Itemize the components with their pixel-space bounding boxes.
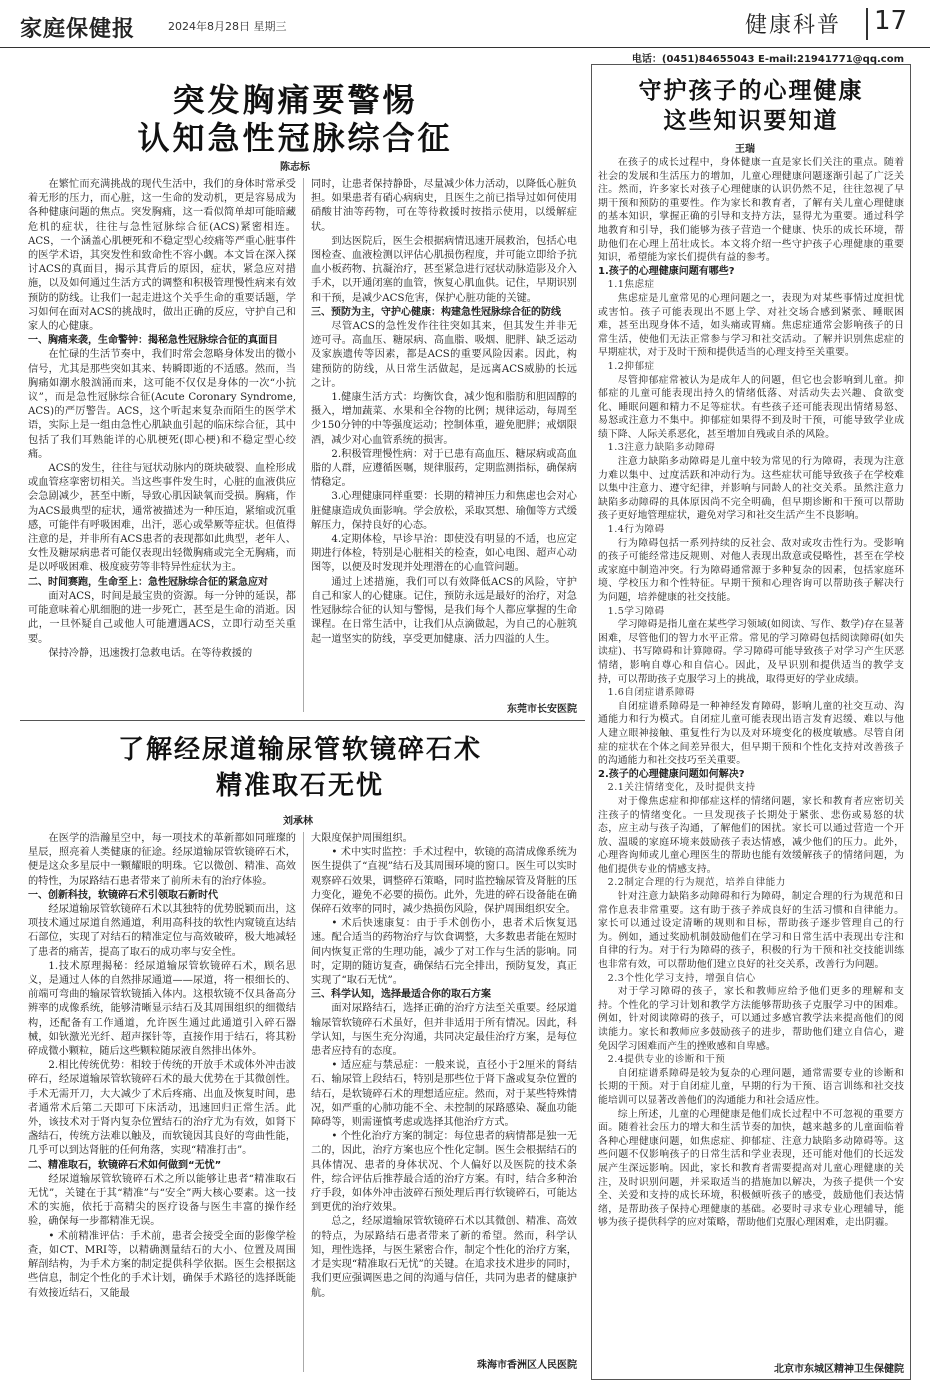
- paragraph: • 个性化治疗方案的制定：每位患者的病情都是独一无二的，因此，治疗方案也应个性化定制。医生会根据结石的具体情况、患者的身体状况、个人偏好以及医院的技术条件，综合评估后推荐最合适的治疗方案。有时，结合多种治疗手段，如体外冲击波碎石预处理后再行软镜碎石，可能达到更优的治疗效果。: [311, 1131, 577, 1214]
- paragraph: 3.心理健康同样重要：长期的精神压力和焦虑也会对心脏健康造成负面影响。学会放松，采取冥想、瑜伽等方式缓解压力，保持良好的心态。: [311, 491, 577, 531]
- article-stone-author: 刘承林: [283, 816, 313, 827]
- paragraph: 针对注意力缺陷多动障碍和行为障碍，制定合理的行为规范和日常作息表非常重要。这有助于孩子养成良好的生活习惯和自律能力。家长可以通过设定清晰的规则和目标，帮助孩子逐步管理自己的行为。例如，通过奖励机制鼓励他们在学习和日常生活中表现出专注和自律的行为。对于行为障碍的孩子，积极的行为干预和社交技能训练也非常有效，可以帮助他们建立良好的社交关系，改善行为问题。: [598, 891, 904, 971]
- paragraph: 经尿道输尿管软镜碎石术以其独特的优势脱颖而出，这项技术通过尿道自然通道，利用高科技的软性内窥镜直达结石部位，实现了对结石的精准定位与高效破碎，极大地减轻了患者的痛苦，提高了取石的成功率与安全性。: [28, 904, 296, 958]
- paragraph: • 适应症与禁忌症：一般来说，直径小于2厘米的肾结石、输尿管上段结石，特别是那些位于肾下盏或复杂位置的结石，是软镜碎石术的理想适应症。然而，对于某些特殊情况，如严重的心肺功能不全、未控制的尿路感染、凝血功能障碍等，则需谨慎考虑或选择其他治疗方式。: [311, 1060, 577, 1129]
- paragraph: 在孩子的成长过程中，身体健康一直是家长们关注的重点。随着社会的发展和生活压力的增加，儿童心理健康问题逐渐引起了广泛关注。然而，许多家长对孩子心理健康的认识仍然不足，往往忽视了早期干预和预防的重要性。作为家长和教育者，了解有关儿童心理健康的基本知识，掌握正确的引导和支持方法，显得尤为重要。通过科学地教育和引导，我们能够为孩子营造一个健康、快乐的成长环境，帮助他们在心理上茁壮成长。本文将介绍一些守护孩子心理健康的重要知识，希望能为家长们提供有益的参考。: [598, 157, 904, 264]
- section-heading: 2.孩子的心理健康问题如何解决?: [598, 768, 745, 780]
- section-heading: 一、创新科技，软镜碎石术引领取石新时代: [28, 889, 218, 901]
- paragraph: 自闭症谱系障碍是较为复杂的心理问题，通常需要专业的诊断和长期的干预。对于自闭症儿童，早期的行为干预、语言训练和社交技能培训可以显著改善他们的沟通能力和社会适应性。: [598, 1067, 904, 1106]
- contact-info: 电话：(0451)84655043 E-mail:21941771@qq.com: [631, 54, 904, 65]
- section-heading: 1.孩子的心理健康问题有哪些?: [598, 265, 735, 277]
- paragraph: 对于像焦虑症和抑郁症这样的情绪问题，家长和教育者应密切关注孩子的情绪变化。一旦发现孩子长期处于紧张、悲伤或易怒的状态，应主动与孩子沟通，了解他们的困扰。家长可以通过营造一个开放、温暖的家庭环境来鼓励孩子表达情感，减少他们的压力。此外，心理咨询师或儿童心理医生的帮助也能有效缓解孩子的情绪问题，为他们提供专业的情感支持。: [598, 795, 904, 875]
- paragraph: 面对尿路结石，选择正确的治疗方法至关重要。经尿道输尿管软镜碎石术虽好，但并非适用于所有情况。因此，科学认知，与医生充分沟通，共同决定最佳治疗方案，是每位患者应持有的态度。: [311, 1003, 577, 1058]
- paragraph: 4.定期体检，早诊早治：即使没有明显的不适，也应定期进行体检，特别是心脏相关的检查，如心电图、超声心动图等，以便及时发现并处理潜在的心血管问题。: [311, 534, 577, 574]
- paragraph: 行为障碍包括一系列持续的反社会、敌对或攻击性行为。受影响的孩子可能经常违反规则、对他人表现出敌意或侵略性，甚至在学校或家庭中制造冲突。行为障碍通常源于多种复杂的因素，包括家庭环境、学校压力和个性特征。早期干预和心理咨询可以帮助孩子解决行为问题，培养健康的社交技能。: [598, 537, 904, 603]
- paragraph: 同时，让患者保持静卧，尽量减少体力活动，以降低心脏负担。如果患者有硝心病病史，且医生之前已指导过如何使用硝酸甘油等药物，可在等待救援时按指示使用，以缓解症状。: [311, 179, 577, 233]
- article-child-title-line1: 守护孩子的心理健康: [638, 77, 864, 104]
- paragraph: 学习障碍是指儿童在某些学习领域(如阅读、写作、数学)存在显著困难，尽管他们的智力水平正常。常见的学习障碍包括阅读障碍(如失读症)、书写障碍和计算障碍。学习障碍可能导致孩子对学习产生厌恶情绪，影响自尊心和自信心。因此，及早识别和提供适当的教学支持，可以帮助孩子克服学习上的挑战，取得更好的学业成绩。: [598, 619, 904, 685]
- paragraph: 综上所述，儿童的心理健康是他们成长过程中不可忽视的重要方面。随着社会压力的增大和生活节奏的加快，越来越多的儿童面临着各种心理健康问题，如焦虑症、抑郁症、注意力缺陷多动障碍等。这些问题不仅影响孩子的日常生活和学业表现，还可能对他们的长远发展产生深远影响。因此，家长和教育者需要提高对儿童心理健康的关注，及时识别问题，并采取适当的措施加以解决，为孩子提供一个安全、关爱和支持的成长环境，积极倾听孩子的感受，鼓励他们表达情绪，是帮助孩子保持心理健康的基础。必要时寻求专业心理辅导，能够为孩子提供科学的应对策略，帮助他们克服心理困难，走出阴霾。: [598, 1108, 904, 1229]
- paper-name: 家庭保健报: [20, 16, 136, 42]
- section-heading: 二、精准取石，软镜碎石术如何做到“无忧”: [28, 1159, 222, 1171]
- article-chest-credit: 东莞市长安医院: [507, 704, 577, 715]
- article-stone-credit: 珠海市香洲区人民医院: [477, 1360, 577, 1371]
- paragraph: 2.相比传统优势：相较于传统的开放手术或体外冲击波碎石，经尿道输尿管软镜碎石术的最大优势在于其微创性。手术无需开刀，大大减少了术后疼痛、出血及恢复时间，患者通常术后第二天即可下床活动，迅速回归正常生活。此外，该技术对于肾内复杂位置结石的治疗尤为有效，如肾下盏结石，传统方法难以触及，而软镜因其良好的弯曲性能，几乎可以到达肾脏的任何角落，实现“精准打击”。: [28, 1060, 296, 1157]
- article-child-body: [598, 156, 904, 1356]
- paragraph: 对于学习障碍的孩子，家长和教师应给予他们更多的理解和支持。个性化的学习计划和教学方法能够帮助孩子克服学习中的困难。例如，针对阅读障碍的孩子，可以通过多感官教学法来提高他们的阅读能力。家长和教师应多鼓励孩子的进步，帮助他们建立自信心，避免因学习困难而产生的挫败感和自卑感。: [598, 986, 904, 1052]
- section-heading: 2.2制定合理的行为规范，培养自律能力: [607, 877, 786, 889]
- section-heading: 二、时间赛跑，生命至上：急性冠脉综合征的紧急应对: [28, 576, 268, 588]
- paragraph: 尽管ACS的急性发作往往突如其来，但其发生并非无迹可寻。高血压、糖尿病、高血脂、吸烟、肥胖、缺乏运动及家族遗传等因素，都是ACS的重要风险因素。因此，构建预防的防线，从日常生活做起，是远离ACS威胁的长远之计。: [311, 321, 577, 389]
- publication-date: 2024年8月28日 星期三: [168, 20, 287, 33]
- page-number: 17: [874, 6, 908, 36]
- article-chest-title-line2: 认知急性冠脉综合征: [137, 119, 453, 157]
- paragraph: 保持冷静，迅速拨打急救电话。在等待救援的: [48, 647, 253, 659]
- section-heading: 1.6自闭症谱系障碍: [607, 687, 696, 699]
- paragraph: • 术后快速康复：由于手术创伤小，患者术后恢复迅速。配合适当的药物治疗与饮食调整，大多数患者能在短时间内恢复正常的生理功能，减少了对工作与生活的影响。同时，定期的随访复查，确保结石完全排出，预防复发，真正实现了“取石无忧”。: [311, 918, 577, 987]
- section-heading: 一、胸痛来袭，生命警钟：揭秘急性冠脉综合征的真面目: [28, 335, 278, 347]
- column-divider: [303, 178, 304, 712]
- section-name: 健康科普: [745, 13, 842, 38]
- paragraph: 总之，经尿道输尿管软镜碎石术以其微创、精准、高效的特点，为尿路结石患者带来了新的希望。然而，科学认知，理性选择，与医生紧密合作，制定个性化的治疗方案，才是实现“精准取石无忧”的关键。在追求技术进步的同时，我们更应强调医患之间的沟通与信任，共同为患者的健康护航。: [311, 1216, 577, 1299]
- paragraph: • 术中实时监控：手术过程中，软镜的高清成像系统为医生提供了“直视”结石及其周围环境的窗口。医生可以实时观察碎石效果，调整碎石策略，同时监控输尿管及肾脏的压力变化，避免不必要的损伤。此外，先进的碎石设备能在确保碎石效率的同时，减少热损伤风险，保护周围组织安全。: [311, 847, 577, 916]
- article-child-credit: 北京市东城区精神卫生保健院: [774, 1364, 904, 1375]
- paragraph: 1.健康生活方式：均衡饮食，减少饱和脂肪和胆固醇的摄入，增加蔬菜、水果和全谷物的比例；规律运动，每周至少150分钟的中等强度运动；控制体重，避免肥胖；戒烟限酒，减少对心血管系统的损害。: [311, 392, 577, 446]
- paragraph: 大限度保护周围组织。: [311, 833, 413, 844]
- paragraph: 经尿道输尿管软镜碎石术之所以能够让患者“精准取石无忧”，关键在于其“精准”与“安全”两大核心要素。这一技术的实施，依托于高精尖的医疗设备与医生丰富的操作经验，确保每一步都精准无误。: [28, 1173, 296, 1228]
- paragraph: 自闭症谱系障碍是一种神经发育障碍，影响儿童的社交互动、沟通能力和行为模式。自闭症儿童可能表现出语言发育迟缓、难以与他人建立眼神接触、重复性行为以及对环境变化的极度敏感。尽管自闭症的症状在个体之间差异很大，但早期干预和个性化支持对改善孩子的沟通能力和社交技巧至关重要。: [598, 700, 904, 767]
- paragraph: 尽管抑郁症常被认为是成年人的问题，但它也会影响到儿童。抑郁症的儿童可能表现出持久的情绪低落、对活动失去兴趣、食欲变化、睡眠问题和精力不足等症状。有些孩子还可能表现出情绪易怒、易怒或注意力不集中。抑郁症如果得不到及时干预，可能导致学业成绩下降、人际关系恶化，甚至增加自残或自杀的风险。: [598, 374, 904, 440]
- paragraph: • 术前精准评估：手术前，患者会接受全面的影像学检查，如CT、MRI等，以精确测量结石的大小、位置及周围解剖结构，为手术方案的制定提供科学依据。医生会根据这些信息，制定个性化的手术计划，确保手术路径的选择既能有效接近结石，又能最: [28, 1230, 296, 1299]
- article-chest-title-line1: 突发胸痛要警惕: [172, 81, 418, 119]
- section-heading: 1.3注意力缺陷多动障碍: [607, 442, 716, 454]
- paragraph: ACS的发生，往往与冠状动脉内的斑块破裂、血栓形成或血管痉挛密切相关。当这些事件发生时，心脏的血液供应会急剧减少，甚至中断，导致心肌因缺氧而受损。胸痛，作为ACS最典型的症状，通常被描述为一种压迫，紧缩或沉重感，可能伴有呼吸困难，出汗，恶心或晕厥等症状。但值得注意的是，并非所有ACS患者的表现都如此典型，老年人、女性及糖尿病患者可能仅表现出轻微胸痛或完全无胸痛，而是以呼吸困难、极度疲劳等非特异性症状为主。: [28, 463, 296, 574]
- article-chest-column-1: [28, 178, 296, 714]
- article-stone-title-line2: 精准取石无忧: [215, 771, 384, 801]
- masthead-divider: [866, 8, 868, 40]
- article-child-author: 王瑞: [735, 144, 755, 155]
- section-heading: 1.1焦虑症: [607, 279, 655, 291]
- section-heading: 2.3个性化学习支持，增强自信心: [607, 972, 756, 984]
- article-stone-column-2: [311, 832, 577, 1352]
- paragraph: 到达医院后，医生会根据病情迅速开展救治，包括心电图检查、血液检测以评估心肌损伤程度，并可能立即给予抗血小板药物、抗凝治疗，甚至紧急进行冠状动脉造影及介入手术，以开通闭塞的血管，恢复心肌血供。记住，早期识别和干预，是减少ACS危害，保护心脏功能的关键。: [311, 235, 577, 304]
- section-heading: 三、预防为主，守护心健康：构建急性冠脉综合征的防线: [311, 306, 561, 318]
- article-stone-column-1: [28, 832, 296, 1372]
- section-heading: 1.4行为障碍: [607, 524, 665, 536]
- paragraph: 在繁忙而充满挑战的现代生活中，我们的身体时常承受着无形的压力，而心脏，这一生命的发动机，更是容易成为各种健康问题的焦点。突发胸痛，这一看似简单却可能暗藏危机的症状，往往与急性冠脉综合征(ACS)紧密相连。ACS，一个涵盖心肌梗死和不稳定型心绞痛等严重心脏事件的医学术语，其突发性和致命性不容小觑。本文旨在深入探讨ACS的真面目，揭示其背后的原因，症状，紧急应对措施，以及如何通过生活方式的调整和积极管理慢性病来有效预防的防线。让我们一起走进这个关乎生命的重要话题，学习如何在面对ACS的挑战时，做出正确的反应，守护自己和家人的心健康。: [28, 179, 296, 333]
- article-divider: [20, 720, 585, 721]
- article-chest-author: 陈志标: [280, 162, 310, 173]
- section-heading: 三、科学认知，选择最适合你的取石方案: [311, 989, 491, 1001]
- section-heading: 2.1关注情绪变化，及时提供支持: [607, 782, 756, 794]
- paragraph: 2.积极管理慢性病：对于已患有高血压、糖尿病或高血脂的人群，应遵循医嘱，规律服药，定期监测指标，确保病情稳定。: [311, 448, 577, 489]
- paragraph: 在医学的浩瀚星空中，每一项技术的革新都如同璀璨的星辰，照亮着人类健康的征途。经尿道输尿管软镜碎石术，便是这众多星辰中一颗耀眼的明珠。它以微创、精准、高效的特性，为尿路结石患者带来了前所未有的治疗体验。: [28, 833, 296, 887]
- masthead: [0, 0, 930, 48]
- article-child-title-line2: 这些知识要知道: [663, 107, 839, 134]
- paragraph: 焦虑症是儿童常见的心理问题之一，表现为对某些事情过度担忧或害怕。孩子可能表现出不愿上学、对社交场合感到紧张、睡眠困难，甚至出现身体不适，如头痛或胃痛。焦虑症通常会影响孩子的日常生活，使他们无法正常参与学习和社交活动。了解并识别焦虑症的早期症状，对于及时干预和提供适当的心理支持至关重要。: [598, 292, 904, 359]
- article-stone-title-line1: 了解经尿道输尿管软镜碎石术: [117, 735, 482, 765]
- paragraph: 1.技术原理揭秘：经尿道输尿管软镜碎石术，顾名思义，是通过人体的自然排尿通道——尿道，将一根细长的、前端可弯曲的输尿管软镜插入体内。这根软镜不仅具备高分辨率的成像系统，能够清晰显示结石及其周围组织的细微结构，还配备有工作通道，允许医生通过此通道引入碎石器械，如钬激光光纤、超声探针等，直接作用于结石，将其粉碎成微小颗粒，随后这些颗粒随尿液自然排出体外。: [28, 960, 296, 1058]
- column-divider: [303, 832, 304, 1372]
- paragraph: 在忙碌的生活节奏中，我们时常会忽略身体发出的微小信号，尤其是那些突如其来、转瞬即逝的不适感。然而，当胸痛如潮水般汹涌而来，这可能不仅仅是身体的一次“小抗议”，而是急性冠脉综合征(Acute Coronary Syndrome, ACS)的严厉警告。ACS，这个听起来复杂而陌生的医学术语，实际上是一组由急性心肌缺血引起的临床综合征，其中包括了我们耳熟能详的心肌梗死(即心梗)和不稳定型心绞痛。: [28, 349, 296, 460]
- section-heading: 1.2抑郁症: [607, 360, 655, 372]
- section-heading: 1.5学习障碍: [607, 605, 665, 617]
- article-chest-column-2: [311, 178, 577, 698]
- paragraph: 注意力缺陷多动障碍是儿童中较为常见的行为障碍，表现为注意力难以集中、过度活跃和冲动行为。这些症状可能导致孩子在学校难以集中注意力、遵守纪律，并影响与同龄人的社交关系。虽然注意力缺陷多动障碍的具体原因尚不完全明确，但早期诊断和干预可以帮助孩子更好地管理症状，避免对学习和社交生活产生不良影响。: [598, 456, 904, 522]
- paragraph: 面对ACS，时间是最宝贵的资源。每一分钟的延误，都可能意味着心肌细胞的进一步死亡，甚至是生命的消逝。因此，一旦怀疑自己或他人可能遭遇ACS，立即行动至关重要。: [28, 590, 296, 645]
- section-heading: 2.4提供专业的诊断和干预: [607, 1054, 726, 1066]
- paragraph: 通过上述措施，我们可以有效降低ACS的风险，守护自己和家人的心健康。记住，预防永远是最好的治疗，对急性冠脉综合征的认知与警惕，是我们每个人都应掌握的生命课程。在日常生活中，让我们从点滴做起，为自己的心脏筑起一道坚实的防线，享受更加健康、活力四溢的人生。: [311, 576, 577, 645]
